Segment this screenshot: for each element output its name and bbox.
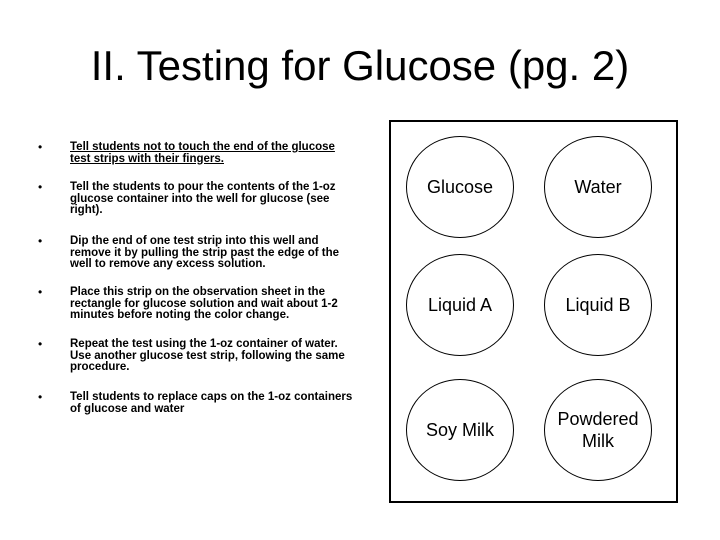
instruction-text: Tell students not to touch the end of the glucose test strips with their fingers. xyxy=(70,141,335,165)
well-powdered-milk: Powdered Milk xyxy=(544,379,652,481)
instruction-text: Place this strip on the observation sheet in the rectangle for glucose solution and wait about 1-2 minutes before noting the color change. xyxy=(70,286,338,321)
well-soy-milk: Soy Milk xyxy=(406,379,514,481)
test-well-diagram xyxy=(389,120,678,503)
bullet-icon: • xyxy=(38,337,43,351)
well-water: Water xyxy=(544,136,652,238)
well-glucose: Glucose xyxy=(406,136,514,238)
bullet-icon: • xyxy=(38,390,43,404)
bullet-icon: • xyxy=(38,180,43,194)
instruction-text: Repeat the test using the 1-oz container of water. Use another glucose test strip, following the same procedure. xyxy=(70,338,345,373)
bullet-icon: • xyxy=(38,140,43,154)
bullet-icon: • xyxy=(38,285,43,299)
well-liquid-b: Liquid B xyxy=(544,254,652,356)
bullet-icon: • xyxy=(38,234,43,248)
instruction-text: Tell students to replace caps on the 1-oz containers of glucose and water xyxy=(70,391,353,415)
slide-title: II. Testing for Glucose (pg. 2) xyxy=(90,42,630,89)
well-liquid-a: Liquid A xyxy=(406,254,514,356)
instruction-text: Dip the end of one test strip into this well and remove it by pulling the strip past the edge of the well to remove any excess solution. xyxy=(70,235,340,270)
instruction-text: Tell the students to pour the contents of the 1-oz glucose container into the well for glucose (see right). xyxy=(70,181,336,216)
